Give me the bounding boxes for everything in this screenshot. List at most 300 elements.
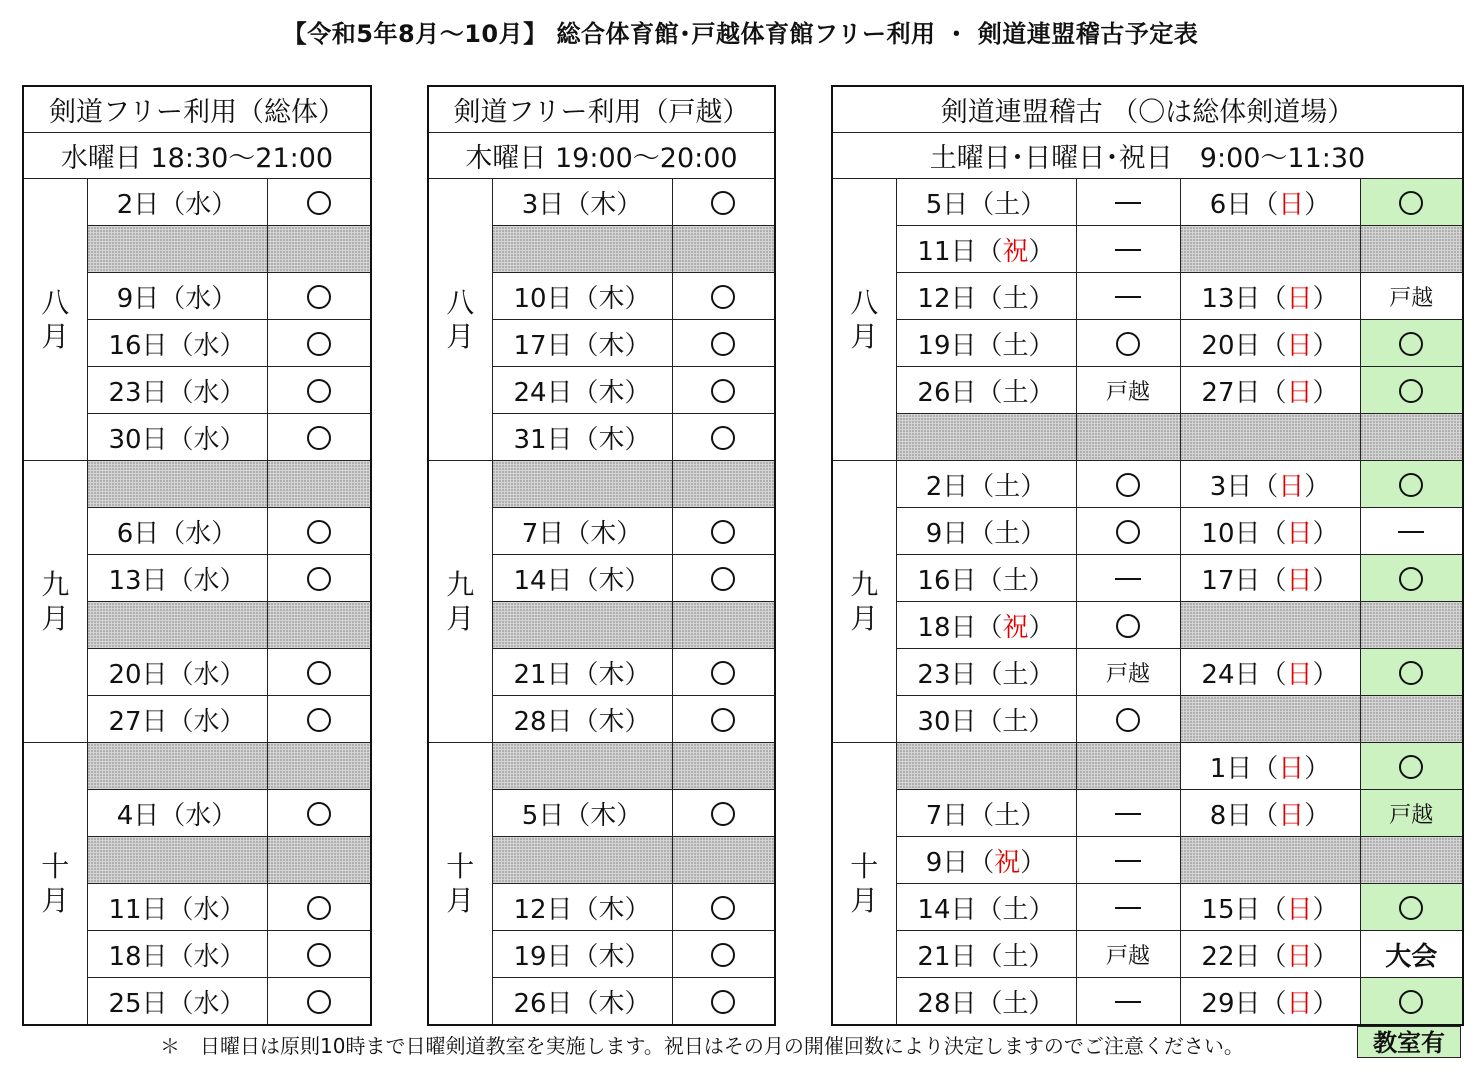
status-cell <box>267 414 371 461</box>
date-cell: 7日（木） <box>492 508 672 555</box>
date-day: 土 <box>994 471 1021 502</box>
date-num: 29日 <box>1201 988 1261 1019</box>
date-cell: 9日（水） <box>87 273 267 320</box>
table-row <box>832 320 1463 367</box>
date-day: 日 <box>1286 565 1313 596</box>
status-cell <box>267 696 371 743</box>
status-cell <box>267 508 371 555</box>
date-cell: 6日（水） <box>87 508 267 555</box>
table-row <box>832 696 1463 743</box>
schedule-row <box>832 133 1463 179</box>
sunday-status-cell <box>1360 508 1463 555</box>
unavailable-cell <box>1360 414 1463 461</box>
date-open: （ <box>976 236 1003 267</box>
saturday-status-cell <box>1076 367 1180 414</box>
date-close: ） <box>1312 330 1339 361</box>
saturday-date-cell <box>896 555 1076 602</box>
date-open: （ <box>976 330 1003 361</box>
unavailable-cell <box>672 461 775 508</box>
date-day: 土 <box>994 518 1021 549</box>
date-day: 土 <box>1002 894 1029 925</box>
unavailable-cell <box>1180 226 1360 273</box>
saturday-date-cell <box>896 367 1076 414</box>
table-row <box>832 414 1463 461</box>
date-close: ） <box>1304 753 1331 784</box>
date-open: （ <box>976 612 1003 643</box>
saturday-status-cell <box>1076 931 1180 978</box>
saturday-date-cell <box>896 508 1076 555</box>
unavailable-cell <box>87 743 267 790</box>
table-row <box>23 179 371 226</box>
dash-mark <box>1115 813 1141 815</box>
togoshi-label: 戸越 <box>1105 661 1150 687</box>
unavailable-cell <box>1360 837 1463 884</box>
status-cell <box>672 931 775 978</box>
month-label: 八 月 <box>23 179 87 461</box>
status-cell <box>267 179 371 226</box>
date-open: （ <box>1260 283 1287 314</box>
date-day: 祝 <box>994 847 1021 878</box>
table-row <box>832 884 1463 931</box>
unavailable-cell <box>672 837 775 884</box>
status-cell <box>267 273 371 320</box>
circle-mark <box>711 567 735 591</box>
date-close: ） <box>1028 377 1055 408</box>
unavailable-cell <box>896 743 1076 790</box>
saturday-status-cell <box>1076 649 1180 696</box>
sunday-date-cell <box>1180 790 1360 837</box>
date-num: 6日 <box>1209 189 1253 220</box>
sunday-date-cell <box>1180 461 1360 508</box>
status-cell <box>672 790 775 837</box>
table-row <box>832 837 1463 884</box>
month-label: 九 月 <box>428 461 492 743</box>
circle-mark <box>307 332 331 356</box>
unavailable-cell <box>492 743 672 790</box>
status-cell <box>267 555 371 602</box>
date-day: 祝 <box>1002 612 1029 643</box>
sunday-date-cell <box>1180 884 1360 931</box>
month-label: 九 月 <box>23 461 87 743</box>
date-close: ） <box>1312 518 1339 549</box>
date-day: 日 <box>1278 800 1305 831</box>
circle-mark <box>1399 473 1423 497</box>
date-close: ） <box>1028 330 1055 361</box>
date-open: （ <box>968 189 995 220</box>
date-open: （ <box>976 894 1003 925</box>
circle-mark <box>307 520 331 544</box>
sunday-date-cell <box>1180 320 1360 367</box>
date-num: 14日 <box>917 894 977 925</box>
date-cell: 11日（水） <box>87 884 267 931</box>
saturday-status-cell <box>1076 978 1180 1026</box>
sunday-status-cell <box>1360 790 1463 837</box>
date-num: 21日 <box>917 941 977 972</box>
sunday-status-cell <box>1360 884 1463 931</box>
sunday-status-cell <box>1360 367 1463 414</box>
unavailable-cell <box>1360 226 1463 273</box>
date-num: 5日 <box>925 189 969 220</box>
date-close: ） <box>1028 988 1055 1019</box>
date-day: 日 <box>1286 283 1313 314</box>
date-day: 土 <box>1002 941 1029 972</box>
circle-mark <box>1399 567 1423 591</box>
unavailable-cell <box>1180 414 1360 461</box>
date-num: 27日 <box>1201 377 1261 408</box>
circle-mark <box>307 708 331 732</box>
circle-mark <box>307 285 331 309</box>
circle-mark <box>711 661 735 685</box>
sunday-date-cell <box>1180 555 1360 602</box>
date-num: 9日 <box>925 518 969 549</box>
date-close: ） <box>1020 471 1047 502</box>
date-cell: 17日（木） <box>492 320 672 367</box>
table-row <box>832 273 1463 320</box>
sunday-date-cell <box>1180 179 1360 226</box>
date-cell: 5日（木） <box>492 790 672 837</box>
date-cell: 18日（水） <box>87 931 267 978</box>
saturday-status-cell <box>1076 602 1180 649</box>
date-num: 11日 <box>917 236 977 267</box>
unavailable-cell <box>1360 602 1463 649</box>
unavailable-cell <box>1180 602 1360 649</box>
sunday-status-cell <box>1360 320 1463 367</box>
circle-mark <box>307 426 331 450</box>
circle-mark <box>307 802 331 826</box>
unavailable-cell <box>1180 837 1360 884</box>
table-title: 剣道連盟稽古 （〇は総体剣道場） <box>832 86 1463 133</box>
circle-mark <box>711 520 735 544</box>
date-day: 土 <box>1002 565 1029 596</box>
unavailable-cell <box>267 602 371 649</box>
date-open: （ <box>1252 471 1279 502</box>
schedule-time: 木曜日 19:00～20:00 <box>428 133 775 179</box>
date-cell: 20日（水） <box>87 649 267 696</box>
circle-mark <box>711 990 735 1014</box>
circle-mark <box>711 802 735 826</box>
date-num: 10日 <box>1201 518 1261 549</box>
saturday-status-cell <box>1076 555 1180 602</box>
date-open: （ <box>1252 753 1279 784</box>
date-open: （ <box>976 283 1003 314</box>
date-cell: 19日（木） <box>492 931 672 978</box>
dash-mark <box>1398 531 1424 533</box>
date-day: 日 <box>1278 189 1305 220</box>
saturday-date-cell <box>896 884 1076 931</box>
date-open: （ <box>976 941 1003 972</box>
date-close: ） <box>1028 659 1055 690</box>
date-num: 13日 <box>1201 283 1261 314</box>
status-cell <box>672 320 775 367</box>
circle-mark <box>1399 191 1423 215</box>
table-row <box>832 978 1463 1026</box>
date-open: （ <box>976 706 1003 737</box>
circle-mark <box>711 426 735 450</box>
circle-mark <box>711 896 735 920</box>
date-day: 土 <box>1002 988 1029 1019</box>
free-use-togoshi-table <box>427 85 776 1026</box>
saturday-status-cell <box>1076 461 1180 508</box>
table-row <box>23 743 371 790</box>
sunday-date-cell <box>1180 649 1360 696</box>
circle-mark <box>1399 896 1423 920</box>
date-close: ） <box>1028 612 1055 643</box>
sunday-date-cell <box>1180 931 1360 978</box>
date-open: （ <box>1252 189 1279 220</box>
unavailable-cell <box>672 226 775 273</box>
date-open: （ <box>1260 941 1287 972</box>
circle-mark <box>307 661 331 685</box>
date-num: 1日 <box>1209 753 1253 784</box>
date-day: 日 <box>1286 941 1313 972</box>
circle-mark <box>711 191 735 215</box>
date-num: 30日 <box>917 706 977 737</box>
status-cell <box>672 649 775 696</box>
date-close: ） <box>1028 283 1055 314</box>
date-cell: 30日（水） <box>87 414 267 461</box>
status-cell <box>267 978 371 1026</box>
date-day: 土 <box>994 800 1021 831</box>
date-close: ） <box>1312 941 1339 972</box>
sunday-date-cell <box>1180 978 1360 1026</box>
unavailable-cell <box>87 837 267 884</box>
date-cell: 27日（水） <box>87 696 267 743</box>
date-cell: 23日（水） <box>87 367 267 414</box>
unavailable-cell <box>1360 696 1463 743</box>
legend-classroom: 教室有 <box>1357 1026 1461 1058</box>
sunday-status-cell <box>1360 461 1463 508</box>
circle-mark <box>1399 332 1423 356</box>
unavailable-cell <box>492 602 672 649</box>
date-num: 15日 <box>1201 894 1261 925</box>
circle-mark <box>1399 661 1423 685</box>
table-row <box>428 743 775 790</box>
date-close: ） <box>1312 565 1339 596</box>
unavailable-cell <box>492 226 672 273</box>
date-num: 18日 <box>917 612 977 643</box>
date-cell: 16日（水） <box>87 320 267 367</box>
sunday-date-cell <box>1180 508 1360 555</box>
date-day: 日 <box>1278 471 1305 502</box>
month-label: 十 月 <box>428 743 492 1026</box>
federation-practice-table <box>831 85 1464 1026</box>
date-day: 祝 <box>1002 236 1029 267</box>
date-cell: 12日（木） <box>492 884 672 931</box>
saturday-date-cell <box>896 978 1076 1026</box>
date-day: 土 <box>1002 330 1029 361</box>
sunday-date-cell <box>1180 367 1360 414</box>
date-day: 土 <box>1002 377 1029 408</box>
date-num: 23日 <box>917 659 977 690</box>
unavailable-cell <box>267 837 371 884</box>
status-cell <box>267 649 371 696</box>
date-num: 22日 <box>1201 941 1261 972</box>
date-num: 24日 <box>1201 659 1261 690</box>
date-close: ） <box>1028 565 1055 596</box>
saturday-status-cell <box>1076 696 1180 743</box>
date-day: 土 <box>1002 283 1029 314</box>
date-close: ） <box>1312 988 1339 1019</box>
table-title: 剣道フリー利用（総体） <box>23 86 371 133</box>
circle-mark <box>1116 708 1140 732</box>
tournament-label: 大会 <box>1385 941 1438 972</box>
date-close: ） <box>1028 706 1055 737</box>
togoshi-label: 戸越 <box>1389 285 1434 311</box>
table-row <box>832 602 1463 649</box>
date-close: ） <box>1312 283 1339 314</box>
status-cell <box>672 696 775 743</box>
status-cell <box>672 179 775 226</box>
saturday-status-cell <box>1076 837 1180 884</box>
status-cell <box>672 884 775 931</box>
date-close: ） <box>1312 377 1339 408</box>
date-cell: 26日（木） <box>492 978 672 1026</box>
unavailable-cell <box>1180 696 1360 743</box>
date-open: （ <box>976 565 1003 596</box>
sunday-status-cell <box>1360 743 1463 790</box>
month-label: 十 月 <box>23 743 87 1026</box>
date-open: （ <box>968 471 995 502</box>
date-num: 12日 <box>917 283 977 314</box>
date-day: 日 <box>1286 330 1313 361</box>
dash-mark <box>1115 296 1141 298</box>
date-num: 16日 <box>917 565 977 596</box>
date-close: ） <box>1304 471 1331 502</box>
date-open: （ <box>968 800 995 831</box>
togoshi-label: 戸越 <box>1389 802 1434 828</box>
date-day: 土 <box>1002 659 1029 690</box>
sunday-date-cell <box>1180 743 1360 790</box>
table-row <box>832 790 1463 837</box>
sunday-status-cell <box>1360 273 1463 320</box>
date-cell: 14日（木） <box>492 555 672 602</box>
circle-mark <box>711 943 735 967</box>
table-row <box>832 743 1463 790</box>
date-open: （ <box>1260 565 1287 596</box>
circle-mark <box>711 332 735 356</box>
date-close: ） <box>1020 189 1047 220</box>
date-cell: 31日（木） <box>492 414 672 461</box>
circle-mark <box>307 191 331 215</box>
date-close: ） <box>1304 800 1331 831</box>
sunday-status-cell <box>1360 179 1463 226</box>
dash-mark <box>1115 202 1141 204</box>
date-num: 28日 <box>917 988 977 1019</box>
saturday-date-cell <box>896 837 1076 884</box>
date-day: 日 <box>1286 988 1313 1019</box>
schedule-row <box>428 133 775 179</box>
header-row <box>832 86 1463 133</box>
dash-mark <box>1115 1001 1141 1003</box>
date-open: （ <box>968 847 995 878</box>
date-cell: 4日（水） <box>87 790 267 837</box>
saturday-status-cell <box>1076 508 1180 555</box>
unavailable-cell <box>896 414 1076 461</box>
saturday-date-cell <box>896 320 1076 367</box>
date-num: 2日 <box>925 471 969 502</box>
schedule-row <box>23 133 371 179</box>
table-title: 剣道フリー利用（戸越） <box>428 86 775 133</box>
saturday-status-cell <box>1076 273 1180 320</box>
date-open: （ <box>1260 330 1287 361</box>
circle-mark <box>711 708 735 732</box>
saturday-date-cell <box>896 179 1076 226</box>
date-close: ） <box>1020 518 1047 549</box>
circle-mark <box>711 285 735 309</box>
circle-mark <box>711 379 735 403</box>
date-cell: 21日（木） <box>492 649 672 696</box>
table-row <box>428 179 775 226</box>
date-num: 26日 <box>917 377 977 408</box>
unavailable-cell <box>267 461 371 508</box>
circle-mark <box>1116 614 1140 638</box>
status-cell <box>672 273 775 320</box>
table-row <box>832 931 1463 978</box>
saturday-status-cell <box>1076 179 1180 226</box>
table-row <box>832 179 1463 226</box>
status-cell <box>267 790 371 837</box>
page-title: 【令和5年8月～10月】 総合体育館･戸越体育館フリー利用 ・ 剣道連盟稽古予定表 <box>282 20 1199 48</box>
date-num: 9日 <box>925 847 969 878</box>
free-use-sotai-table <box>22 85 372 1026</box>
month-label: 八 月 <box>832 179 896 461</box>
header-row <box>428 86 775 133</box>
date-cell: 24日（木） <box>492 367 672 414</box>
date-open: （ <box>1260 377 1287 408</box>
date-num: 19日 <box>917 330 977 361</box>
status-cell <box>672 555 775 602</box>
date-day: 土 <box>1002 706 1029 737</box>
date-close: ） <box>1028 941 1055 972</box>
status-cell <box>267 367 371 414</box>
date-day: 日 <box>1278 753 1305 784</box>
date-num: 7日 <box>925 800 969 831</box>
date-cell: 28日（木） <box>492 696 672 743</box>
table-row <box>832 555 1463 602</box>
circle-mark <box>1399 755 1423 779</box>
sunday-status-cell <box>1360 931 1463 978</box>
circle-mark <box>307 567 331 591</box>
circle-mark <box>307 943 331 967</box>
date-open: （ <box>1260 894 1287 925</box>
unavailable-cell <box>672 602 775 649</box>
date-close: ） <box>1304 189 1331 220</box>
schedule-time: 水曜日 18:30～21:00 <box>23 133 371 179</box>
unavailable-cell <box>492 461 672 508</box>
date-open: （ <box>1252 800 1279 831</box>
saturday-date-cell <box>896 461 1076 508</box>
saturday-date-cell <box>896 602 1076 649</box>
circle-mark <box>307 990 331 1014</box>
date-num: 20日 <box>1201 330 1261 361</box>
date-open: （ <box>1260 988 1287 1019</box>
date-cell: 3日（木） <box>492 179 672 226</box>
date-day: 土 <box>994 189 1021 220</box>
date-open: （ <box>976 377 1003 408</box>
saturday-date-cell <box>896 649 1076 696</box>
date-cell: 25日（水） <box>87 978 267 1026</box>
saturday-status-cell <box>1076 790 1180 837</box>
circle-mark <box>307 379 331 403</box>
togoshi-label: 戸越 <box>1105 943 1150 969</box>
month-label: 九 月 <box>832 461 896 743</box>
saturday-date-cell <box>896 931 1076 978</box>
date-num: 3日 <box>1209 471 1253 502</box>
date-num: 17日 <box>1201 565 1261 596</box>
date-cell: 2日（水） <box>87 179 267 226</box>
circle-mark <box>307 896 331 920</box>
date-close: ） <box>1028 894 1055 925</box>
